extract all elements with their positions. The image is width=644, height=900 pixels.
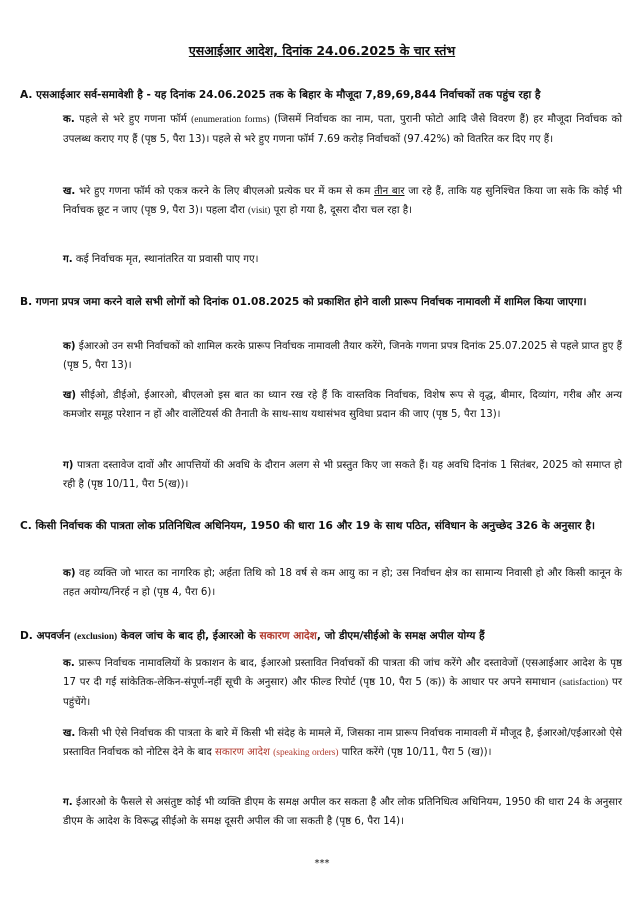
- item-text: सीईओ, डीईओ, ईआरओ, बीएलओ इस बात का ध्यान रख रहे हैं कि वास्तविक निर्वाचक, विशेष रूप से वृद्ध, बीमार, दिव्यांग, गरीब और अन्य कमजोर समूह परेशान न हों और वालेंटियर्स की तैनाती के साथ-साथ यथासंभव सुविधा प्रदान की जाए (पृष्ठ 5, पैरा 13)।: [63, 390, 622, 420]
- item-english-term: (visit): [248, 206, 271, 216]
- item-label: क): [63, 568, 76, 579]
- section-d-item-kha: [63, 724, 622, 763]
- item-text: प्रारूप निर्वाचक नामावलियों के प्रकाशन के बाद, ईआरओ प्रस्तावित निर्वाचकों की पात्रता की जांच करेंगे और दस्तावेजों (एसआईआर आदेश के पृष्ठ 17 पर दी गई सांकेतिक-लेकिन-संपूर्ण-नहीं सूची के अनुसार) और फील्ड रिपोर्ट (पृष्ठ 10, पैरा 5 (क)) के आधार पर अपने समाधान: [63, 658, 622, 688]
- item-text: जा रहे हैं, ताकि यह सुनिश्चित किया जा सके कि कोई भी निर्वाचक छूट न जाए (पृष्ठ 9, पैरा 3)। पहला दौरा: [63, 186, 622, 216]
- item-label: क): [63, 341, 76, 352]
- section-b-heading: B. गणना प्रपत्र जमा करने वाले सभी लोगों को दिनांक 01.08.2025 को प्रकाशित होने वाली प्रारूप निर्वाचक नामावली में शामिल किया जाएगा।: [20, 296, 587, 308]
- item-english-term: (enumeration forms): [191, 115, 270, 125]
- item-underlined-text: तीन बार: [374, 186, 405, 197]
- document-title: एसआईआर आदेश, दिनांक 24.06.2025 के चार स्तंभ: [188, 43, 456, 58]
- item-text: किसी भी ऐसे निर्वाचक की पात्रता के बारे में किसी भी संदेह के मामले में, जिसका नाम प्रारूप निर्वाचक नामावली में मौजूद है, ईआरओ/एईआरओ ऐसे प्रस्तावित निर्वाचक को नोटिस देने के बाद: [63, 728, 622, 758]
- item-label: ग.: [63, 797, 73, 808]
- item-text: पारित करेंगे (पृष्ठ 10/11, पैरा 5 (ख))।: [338, 747, 492, 758]
- section-b-item-ga: [63, 456, 622, 494]
- heading-text: D. अपवर्जन: [20, 630, 74, 642]
- section-b-item-ka: [63, 337, 622, 375]
- section-a-item-kha: [63, 182, 622, 221]
- section-d-item-ga: [63, 793, 622, 831]
- end-marker: ***: [314, 858, 330, 869]
- item-text: पहले से भरे हुए गणना फॉर्म: [74, 114, 192, 125]
- item-english-term: (satisfaction): [559, 678, 609, 688]
- item-label: क.: [63, 114, 75, 125]
- section-a-item-ga: [63, 250, 622, 269]
- section-a-heading: A. एसआईआर सर्व-समावेशी है - यह दिनांक 24.06.2025 तक के बिहार के मौजूदा 7,89,69,844 निर्वाचकों तक पहुंच रहा है: [20, 89, 541, 101]
- section-b-item-kha: [63, 386, 622, 424]
- item-text: ईआरओ के फैसले से असंतुष्ट कोई भी व्यक्ति डीएम के समक्ष अपील कर सकता है और लोक प्रतिनिधित्व अधिनियम, 1950 की धारा 24 के अनुसार डीएम के आदेश के विरूद्ध सीईओ के समक्ष दूसरी अपील की जा सकती है (पृष्ठ 6, पैरा 14)।: [63, 797, 622, 827]
- item-label: ख.: [63, 728, 76, 739]
- section-a-item-ka: [63, 110, 622, 149]
- section-c-heading: C. किसी निर्वाचक की पात्रता लोक प्रतिनिधित्व अधिनियम, 1950 की धारा 16 और 19 के साथ पठित, संविधान के अनुच्छेद 326 के अनुसार है।: [20, 520, 595, 532]
- item-text: पूरा हो गया है, दूसरा दौरा चल रहा है।: [270, 205, 412, 216]
- heading-text: केवल जांच के बाद ही, ईआरओ के: [117, 630, 260, 642]
- heading-highlight: सकारण आदेश: [259, 630, 317, 642]
- item-text: वह व्यक्ति जो भारत का नागरिक हो; अर्हता तिथि को 18 वर्ष से कम आयु का न हो; उस निर्वाचन क्षेत्र का सामान्य निवासी हो और किसी कानून के तहत अयोग्य/निरर्ह न हो (पृष्ठ 4, पैरा 6)।: [63, 568, 622, 598]
- section-d-heading: [20, 627, 622, 647]
- item-text: भरे हुए गणना फॉर्म को एकत्र करने के लिए बीएलओ प्रत्येक घर में कम से कम: [75, 186, 375, 197]
- item-label: ख): [63, 390, 76, 401]
- section-c-item-ka: [63, 564, 622, 602]
- heading-text: , जो डीएम/सीईओ के समक्ष अपील योग्य हैं: [316, 630, 485, 642]
- item-highlight: सकारण आदेश: [215, 747, 270, 758]
- item-text: पर पहुंचेंगे।: [63, 677, 622, 708]
- item-text: कई निर्वाचक मृत, स्थानांतरित या प्रवासी पाए गए।: [72, 254, 259, 265]
- item-text: ईआरओ उन सभी निर्वाचकों को शामिल करके प्रारूप निर्वाचक नामावली तैयार करेंगे, जिनके गणना प्रपत्र दिनांक 25.07.2025 से पहले प्राप्त हुए हैं (पृष्ठ 5, पैरा 13)।: [63, 341, 622, 371]
- item-text: (जिसमें निर्वाचक का नाम, पता, पुरानी फोटो आदि जैसे विवरण हैं) हर मौजूदा निर्वाचक को उपलब्ध कराए गए हैं (पृष्ठ 5, पैरा 13)। पहले से भरे हुए गणना फॉर्म 7.69 करोड़ निर्वाचकों (97.42%) को वितरित कर दिए गए हैं।: [63, 114, 622, 145]
- item-label: ग.: [63, 254, 73, 265]
- item-label: ख.: [63, 186, 76, 197]
- heading-english-term: (exclusion): [73, 632, 118, 642]
- item-label: ग): [63, 460, 74, 471]
- section-d-item-ka: [63, 654, 622, 712]
- item-label: क.: [63, 658, 75, 669]
- item-text: पात्रता दस्तावेज दावों और आपत्तियों की अवधि के दौरान अलग से भी प्रस्तुत किए जा सकते हैं। यह अवधि दिनांक 1 सितंबर, 2025 को समाप्त हो रही है (पृष्ठ 10/11, पैरा 5(ख))।: [63, 460, 622, 490]
- item-english-term: (speaking orders): [273, 748, 339, 758]
